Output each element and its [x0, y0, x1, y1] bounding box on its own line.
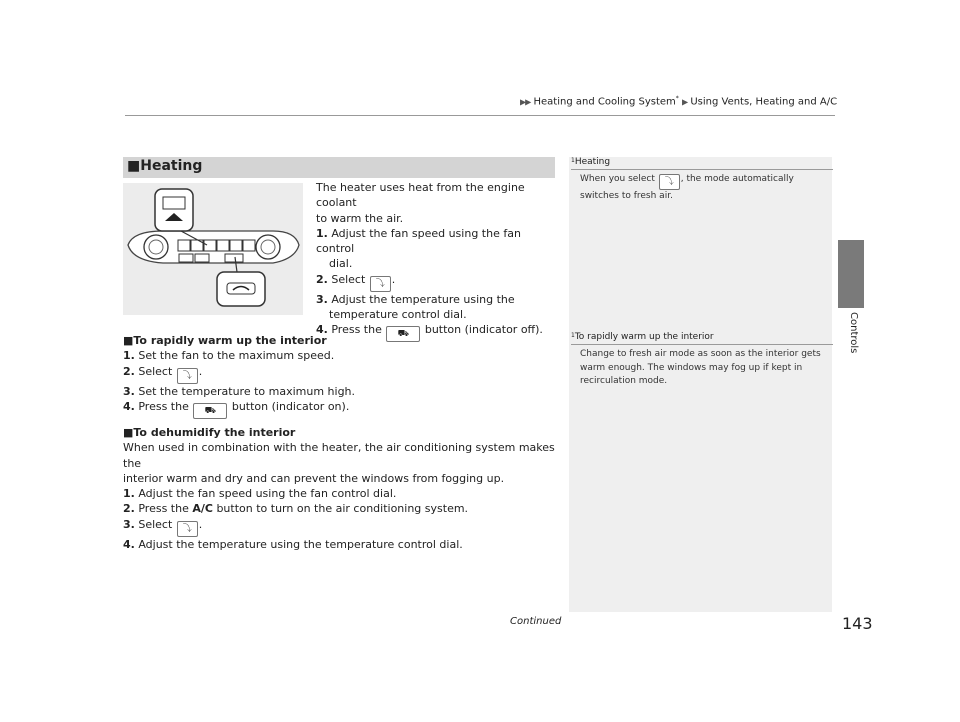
step-number: 1. [123, 487, 135, 501]
note-title [571, 157, 833, 167]
page-number: 143 [842, 614, 873, 633]
note-title-text: To rapidly warm up the interior [574, 332, 714, 342]
note-body [571, 348, 833, 389]
heating-heading [123, 157, 555, 178]
note-line: recirculation mode. [580, 376, 668, 387]
chapter-tab [838, 240, 864, 308]
breadcrumb-arrow-icon: ▶ [681, 97, 688, 107]
breadcrumb-section: Heating and Cooling System [533, 96, 676, 108]
ac-button-label: A/C [192, 502, 213, 516]
step-text: Adjust the temperature using the temperature control dial. [138, 537, 463, 551]
rapid-step-2 [123, 364, 563, 384]
floor-defrost-mode-icon: ⤵ [659, 174, 680, 190]
step-text: Adjust the temperature using the [331, 292, 515, 306]
step-text: Adjust the fan speed using the fan control dial. [138, 487, 397, 501]
heating-body [316, 180, 556, 342]
heating-intro-line: The heater uses heat from the engine coolant [316, 181, 525, 210]
step-number: 3. [316, 292, 328, 306]
step-number: 4. [123, 537, 135, 551]
step-number: 4. [123, 399, 135, 413]
step-text: Press the [138, 502, 189, 516]
step-text: . [198, 364, 203, 378]
breadcrumb-subsection: Using Vents, Heating and A/C [690, 96, 838, 108]
note-line: Change to fresh air mode as soon as the interior gets [580, 349, 821, 359]
heating-step-2 [316, 272, 556, 292]
step-number: 4. [316, 323, 328, 337]
note-rapid-warmup [571, 332, 833, 389]
header-divider [125, 115, 835, 116]
note-title-text: Heating [574, 157, 611, 167]
dehumidify-section [123, 425, 563, 552]
rapid-step-4 [123, 399, 563, 419]
step-text: button to turn on the air conditioning system. [216, 502, 469, 516]
recirculation-car-icon: ⛟ [386, 326, 420, 342]
note-ref-number: 1 [571, 332, 575, 339]
dehumidify-paragraph: When used in combination with the heater, the air conditioning system makes the [123, 441, 555, 470]
rapid-warmup-section [123, 333, 563, 419]
chapter-tab-label: Controls [848, 312, 859, 354]
note-divider [571, 169, 833, 170]
rapid-step-3 [123, 384, 563, 399]
step-text: Select [138, 364, 173, 378]
note-divider [571, 344, 833, 345]
step-number: 2. [123, 502, 135, 516]
step-number: 1. [316, 226, 328, 240]
step-text: Set the fan to the maximum speed. [138, 349, 335, 363]
heating-intro-line: to warm the air. [316, 211, 404, 225]
note-body [571, 173, 833, 204]
dehumidify-heading: ■To dehumidify the interior [123, 426, 296, 439]
floor-defrost-mode-icon: ⤵ [177, 368, 198, 384]
continued-label: Continued [510, 616, 562, 627]
step-text: . [198, 517, 203, 531]
climate-panel-drawing [123, 183, 303, 315]
step-text: Select [331, 272, 366, 286]
floor-defrost-mode-icon: ⤵ [177, 521, 198, 537]
note-line: switches to fresh air. [580, 191, 673, 201]
dehumidify-step-1 [123, 486, 563, 501]
dehumidify-step-3 [123, 517, 563, 537]
note-ref-number: 1 [571, 157, 575, 164]
step-text: . [391, 272, 396, 286]
dehumidify-paragraph: interior warm and dry and can prevent the windows from fogging up. [123, 471, 505, 485]
dehumidify-step-4 [123, 537, 563, 552]
note-line: warm enough. The windows may fog up if kept in [580, 362, 803, 373]
step-text: Press the [331, 323, 382, 337]
step-number: 3. [123, 384, 135, 398]
step-text: Press the [138, 399, 189, 413]
step-text: button (indicator on). [231, 399, 350, 413]
heating-title: ■Heating [127, 158, 203, 174]
breadcrumb-arrow-icon: ▶▶ [520, 97, 531, 107]
floor-defrost-mode-icon: ⤵ [370, 276, 391, 292]
step-text: Adjust the fan speed using the fan control [316, 226, 521, 256]
heating-step-3-cont: temperature control dial. [329, 308, 467, 322]
step-number: 2. [123, 364, 135, 378]
step-text: Set the temperature to maximum high. [138, 384, 356, 398]
step-number: 2. [316, 272, 328, 286]
dehumidify-step-2 [123, 501, 563, 516]
breadcrumb [520, 95, 837, 107]
rapid-warmup-heading: ■To rapidly warm up the interior [123, 334, 327, 347]
step-text: Select [138, 517, 173, 531]
heating-step-1 [316, 226, 556, 257]
step-number: 3. [123, 517, 135, 531]
footnote-mark: * [675, 95, 679, 102]
heating-step-3 [316, 292, 556, 307]
note-text-segment: , the mode automatically [680, 174, 794, 184]
note-title [571, 332, 833, 342]
rapid-step-1 [123, 348, 563, 363]
climate-control-illustration [123, 183, 303, 315]
heating-step-1-cont: dial. [329, 257, 353, 271]
step-number: 1. [123, 349, 135, 363]
note-line [580, 173, 833, 190]
note-text-segment: When you select [580, 174, 655, 184]
step-text: button (indicator off). [424, 323, 543, 337]
recirculation-car-icon: ⛟ [193, 403, 227, 419]
note-heating [571, 157, 833, 204]
